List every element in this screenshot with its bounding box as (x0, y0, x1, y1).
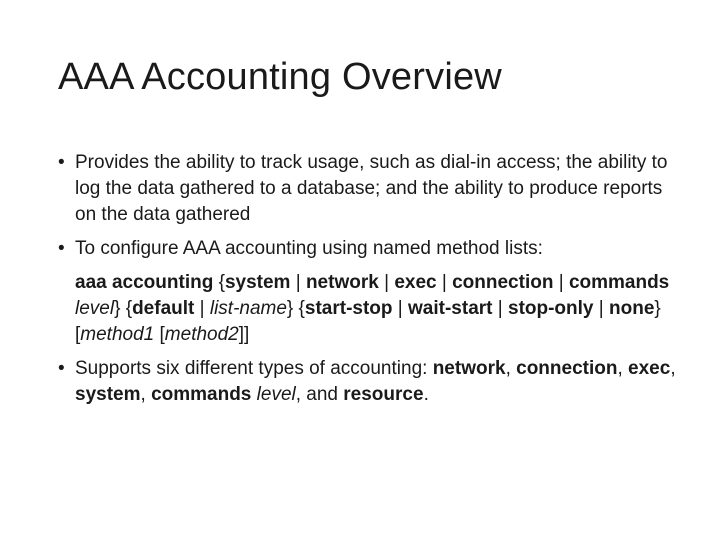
comma: , (505, 358, 517, 379)
type-network: network (432, 358, 506, 379)
cmd-list-name: list-name (209, 298, 287, 319)
cmd-opt-stop-only: stop-only (508, 298, 594, 319)
command-syntax (58, 270, 678, 348)
comma: , (140, 384, 152, 405)
bullet-item-2: • To configure AAA accounting using named method lists: (58, 236, 678, 262)
cmd-opt-commands: commands (568, 272, 670, 293)
cmd-sep: | (194, 298, 210, 319)
period: . (423, 384, 429, 405)
slide-content (58, 150, 678, 416)
cmd-opt-network: network (305, 272, 379, 293)
cmd-sep: | (436, 272, 453, 293)
cmd-sep: | (492, 298, 508, 319)
bullet-3-prefix: Supports six different types of accounting: (75, 358, 433, 379)
cmd-brace: } { (286, 298, 305, 319)
cmd-sep: | (553, 272, 569, 293)
slide-title: AAA Accounting Overview (58, 56, 502, 98)
cmd-brace: { (213, 272, 225, 293)
cmd-sep: | (392, 298, 409, 319)
cmd-opt-none: none (609, 298, 655, 319)
type-exec: exec (628, 358, 671, 379)
bullet-item-1: • Provides the ability to track usage, such as dial-in access; the ability to log the data gathered to a database; and the ability to produce reports on the data gathered (58, 150, 678, 228)
cmd-level: level (75, 298, 115, 319)
cmd-opt-system: system (224, 272, 291, 293)
cmd-opt-default: default (132, 298, 195, 319)
type-resource: resource (343, 384, 424, 405)
comma: , (617, 358, 629, 379)
cmd-sep: | (290, 272, 306, 293)
cmd-sep: | (593, 298, 609, 319)
and-text: , and (295, 384, 344, 405)
type-level: level (256, 384, 296, 405)
cmd-sep: | (378, 272, 395, 293)
cmd-keyword: aaa accounting (75, 272, 214, 293)
comma: , (670, 358, 676, 379)
cmd-brace: } { (114, 298, 133, 319)
cmd-method2: method2 (164, 324, 239, 345)
type-commands: commands (151, 384, 252, 405)
cmd-opt-exec: exec (394, 272, 437, 293)
bullet-item-3 (58, 356, 678, 408)
cmd-opt-connection: connection (452, 272, 554, 293)
cmd-opt-start-stop: start-stop (304, 298, 393, 319)
cmd-opt-wait-start: wait-start (408, 298, 493, 319)
type-connection: connection (516, 358, 618, 379)
cmd-brace: } [ (75, 298, 661, 345)
type-system: system (75, 384, 141, 405)
cmd-bracket: [ (154, 324, 165, 345)
cmd-bracket: ]] (238, 324, 250, 345)
cmd-method1: method1 (80, 324, 155, 345)
